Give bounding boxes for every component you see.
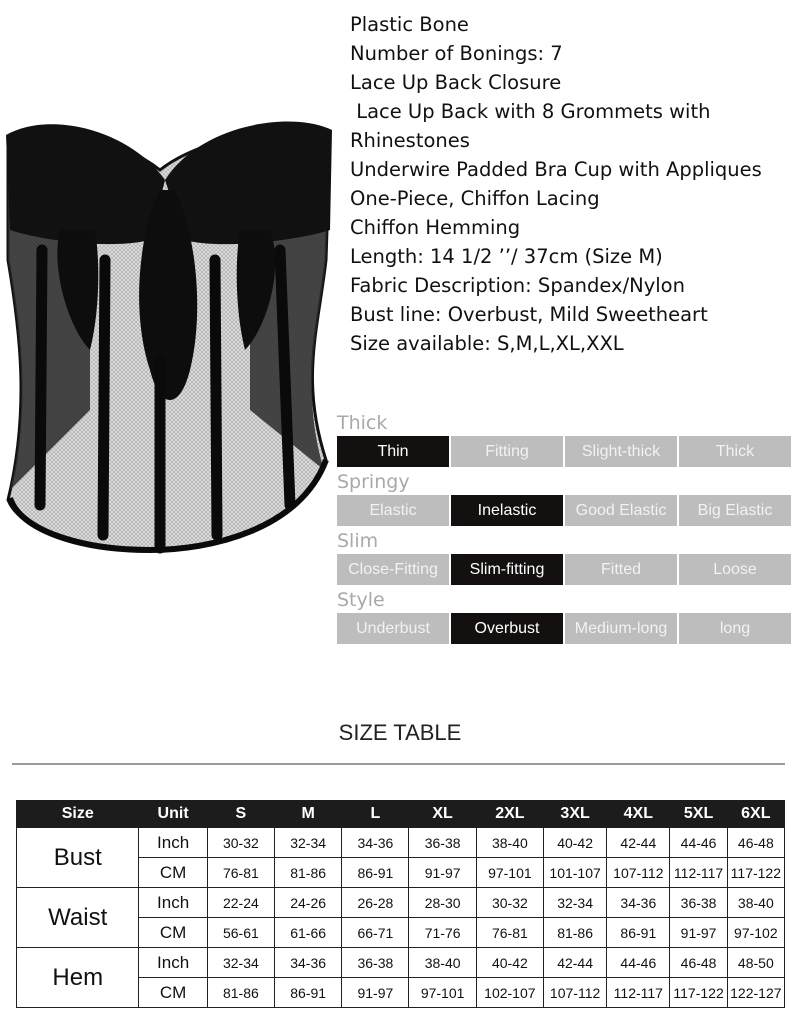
- value-cell: 32-34: [274, 828, 341, 858]
- value-cell: 44-46: [607, 948, 670, 978]
- value-cell: 40-42: [476, 948, 543, 978]
- spec-line: Plastic Bone: [350, 13, 469, 36]
- spec-line: Underwire Padded Bra Cup with Appliques: [350, 158, 762, 181]
- size-table-title: SIZE TABLE: [338, 720, 462, 745]
- attr-title-springy: Springy: [337, 471, 410, 493]
- attr-title-slim: Slim: [337, 530, 379, 552]
- spec-line: Rhinestones: [350, 129, 470, 152]
- value-cell: 91-97: [670, 918, 727, 948]
- value-cell: 86-91: [274, 978, 341, 1008]
- option-underbust[interactable]: Underbust: [337, 613, 449, 644]
- value-cell: 112-117: [607, 978, 670, 1008]
- attr-title-thick: Thick: [337, 412, 388, 434]
- unit-cell: Inch: [139, 888, 207, 918]
- option-elastic[interactable]: Elastic: [337, 495, 449, 526]
- header-cell: 6XL: [727, 801, 784, 828]
- value-cell: 107-112: [607, 858, 670, 888]
- spec-line: Bust line: Overbust, Mild Sweetheart: [350, 303, 708, 326]
- value-cell: 36-38: [670, 888, 727, 918]
- value-cell: 86-91: [607, 918, 670, 948]
- value-cell: 44-46: [670, 828, 727, 858]
- value-cell: 117-122: [727, 858, 784, 888]
- value-cell: 34-36: [607, 888, 670, 918]
- header-cell: L: [342, 801, 409, 828]
- spec-line: Number of Bonings: 7: [350, 42, 563, 65]
- value-cell: 91-97: [409, 858, 476, 888]
- measure-label-hem: Hem: [17, 948, 139, 1008]
- value-cell: 86-91: [342, 858, 409, 888]
- value-cell: 24-26: [274, 888, 341, 918]
- option-thin[interactable]: Thin: [337, 436, 449, 467]
- option-slight-thick[interactable]: Slight-thick: [565, 436, 677, 467]
- value-cell: 81-86: [274, 858, 341, 888]
- unit-cell: Inch: [139, 828, 207, 858]
- measure-label-waist: Waist: [17, 888, 139, 948]
- attr-row-style: [337, 613, 797, 645]
- spec-line: Lace Up Back Closure: [350, 71, 562, 94]
- value-cell: 32-34: [207, 948, 274, 978]
- value-cell: 46-48: [727, 828, 784, 858]
- size-table: [16, 800, 785, 1008]
- spec-line: Length: 14 1/2 ’’/ 37cm (Size M): [350, 245, 663, 268]
- value-cell: 66-71: [342, 918, 409, 948]
- value-cell: 122-127: [727, 978, 784, 1008]
- option-loose[interactable]: Loose: [679, 554, 791, 585]
- unit-cell: CM: [139, 858, 207, 888]
- measure-label-bust: Bust: [17, 828, 139, 888]
- header-cell: 3XL: [543, 801, 606, 828]
- value-cell: 76-81: [207, 858, 274, 888]
- unit-cell: CM: [139, 978, 207, 1008]
- value-cell: 30-32: [476, 888, 543, 918]
- header-cell: Unit: [139, 801, 207, 828]
- option-thick[interactable]: Thick: [679, 436, 791, 467]
- value-cell: 26-28: [342, 888, 409, 918]
- value-cell: 112-117: [670, 858, 727, 888]
- option-slim-fitting[interactable]: Slim-fitting: [451, 554, 563, 585]
- value-cell: 101-107: [543, 858, 606, 888]
- unit-cell: Inch: [139, 948, 207, 978]
- value-cell: 102-107: [476, 978, 543, 1008]
- value-cell: 91-97: [342, 978, 409, 1008]
- divider: [12, 763, 785, 765]
- value-cell: 34-36: [274, 948, 341, 978]
- unit-cell: CM: [139, 918, 207, 948]
- value-cell: 42-44: [543, 948, 606, 978]
- attr-title-style: Style: [337, 589, 385, 611]
- value-cell: 46-48: [670, 948, 727, 978]
- table-row: [17, 948, 785, 978]
- value-cell: 42-44: [607, 828, 670, 858]
- header-cell: Size: [17, 801, 139, 828]
- value-cell: 30-32: [207, 828, 274, 858]
- option-fitted[interactable]: Fitted: [565, 554, 677, 585]
- value-cell: 36-38: [342, 948, 409, 978]
- spec-line: Fabric Description: Spandex/Nylon: [350, 274, 685, 297]
- value-cell: 97-101: [409, 978, 476, 1008]
- value-cell: 38-40: [409, 948, 476, 978]
- header-cell: 5XL: [670, 801, 727, 828]
- value-cell: 107-112: [543, 978, 606, 1008]
- option-good-elastic[interactable]: Good Elastic: [565, 495, 677, 526]
- value-cell: 38-40: [476, 828, 543, 858]
- value-cell: 97-101: [476, 858, 543, 888]
- header-cell: M: [274, 801, 341, 828]
- value-cell: 81-86: [207, 978, 274, 1008]
- attr-row-thick: [337, 436, 797, 468]
- value-cell: 48-50: [727, 948, 784, 978]
- table-row: [17, 828, 785, 858]
- value-cell: 76-81: [476, 918, 543, 948]
- spec-line: Chiffon Hemming: [350, 216, 521, 239]
- corset-product-image: [0, 110, 336, 570]
- table-row: [17, 888, 785, 918]
- value-cell: 56-61: [207, 918, 274, 948]
- value-cell: 38-40: [727, 888, 784, 918]
- value-cell: 61-66: [274, 918, 341, 948]
- size-table-header-row: [17, 801, 785, 828]
- attr-row-slim: [337, 554, 797, 586]
- value-cell: 34-36: [342, 828, 409, 858]
- value-cell: 40-42: [543, 828, 606, 858]
- header-cell: 4XL: [607, 801, 670, 828]
- header-cell: XL: [409, 801, 476, 828]
- value-cell: 81-86: [543, 918, 606, 948]
- option-big-elastic[interactable]: Big Elastic: [679, 495, 791, 526]
- value-cell: 36-38: [409, 828, 476, 858]
- header-cell: S: [207, 801, 274, 828]
- header-cell: 2XL: [476, 801, 543, 828]
- option-fitting[interactable]: Fitting: [451, 436, 563, 467]
- spec-line: Lace Up Back with 8 Grommets with: [350, 100, 711, 123]
- attribute-selector: [337, 410, 797, 646]
- value-cell: 32-34: [543, 888, 606, 918]
- value-cell: 22-24: [207, 888, 274, 918]
- value-cell: 117-122: [670, 978, 727, 1008]
- option-inelastic[interactable]: Inelastic: [451, 495, 563, 526]
- option-medium-long[interactable]: Medium-long: [565, 613, 677, 644]
- value-cell: 71-76: [409, 918, 476, 948]
- corset-photo-icon: [0, 110, 336, 570]
- spec-line: Size available: S,M,L,XL,XXL: [350, 332, 624, 355]
- value-cell: 28-30: [409, 888, 476, 918]
- product-specs: [350, 10, 795, 358]
- attr-row-springy: [337, 495, 797, 527]
- option-close-fitting[interactable]: Close-Fitting: [337, 554, 449, 585]
- spec-line: One-Piece, Chiffon Lacing: [350, 187, 600, 210]
- option-overbust[interactable]: Overbust: [451, 613, 563, 644]
- option-long[interactable]: long: [679, 613, 791, 644]
- value-cell: 97-102: [727, 918, 784, 948]
